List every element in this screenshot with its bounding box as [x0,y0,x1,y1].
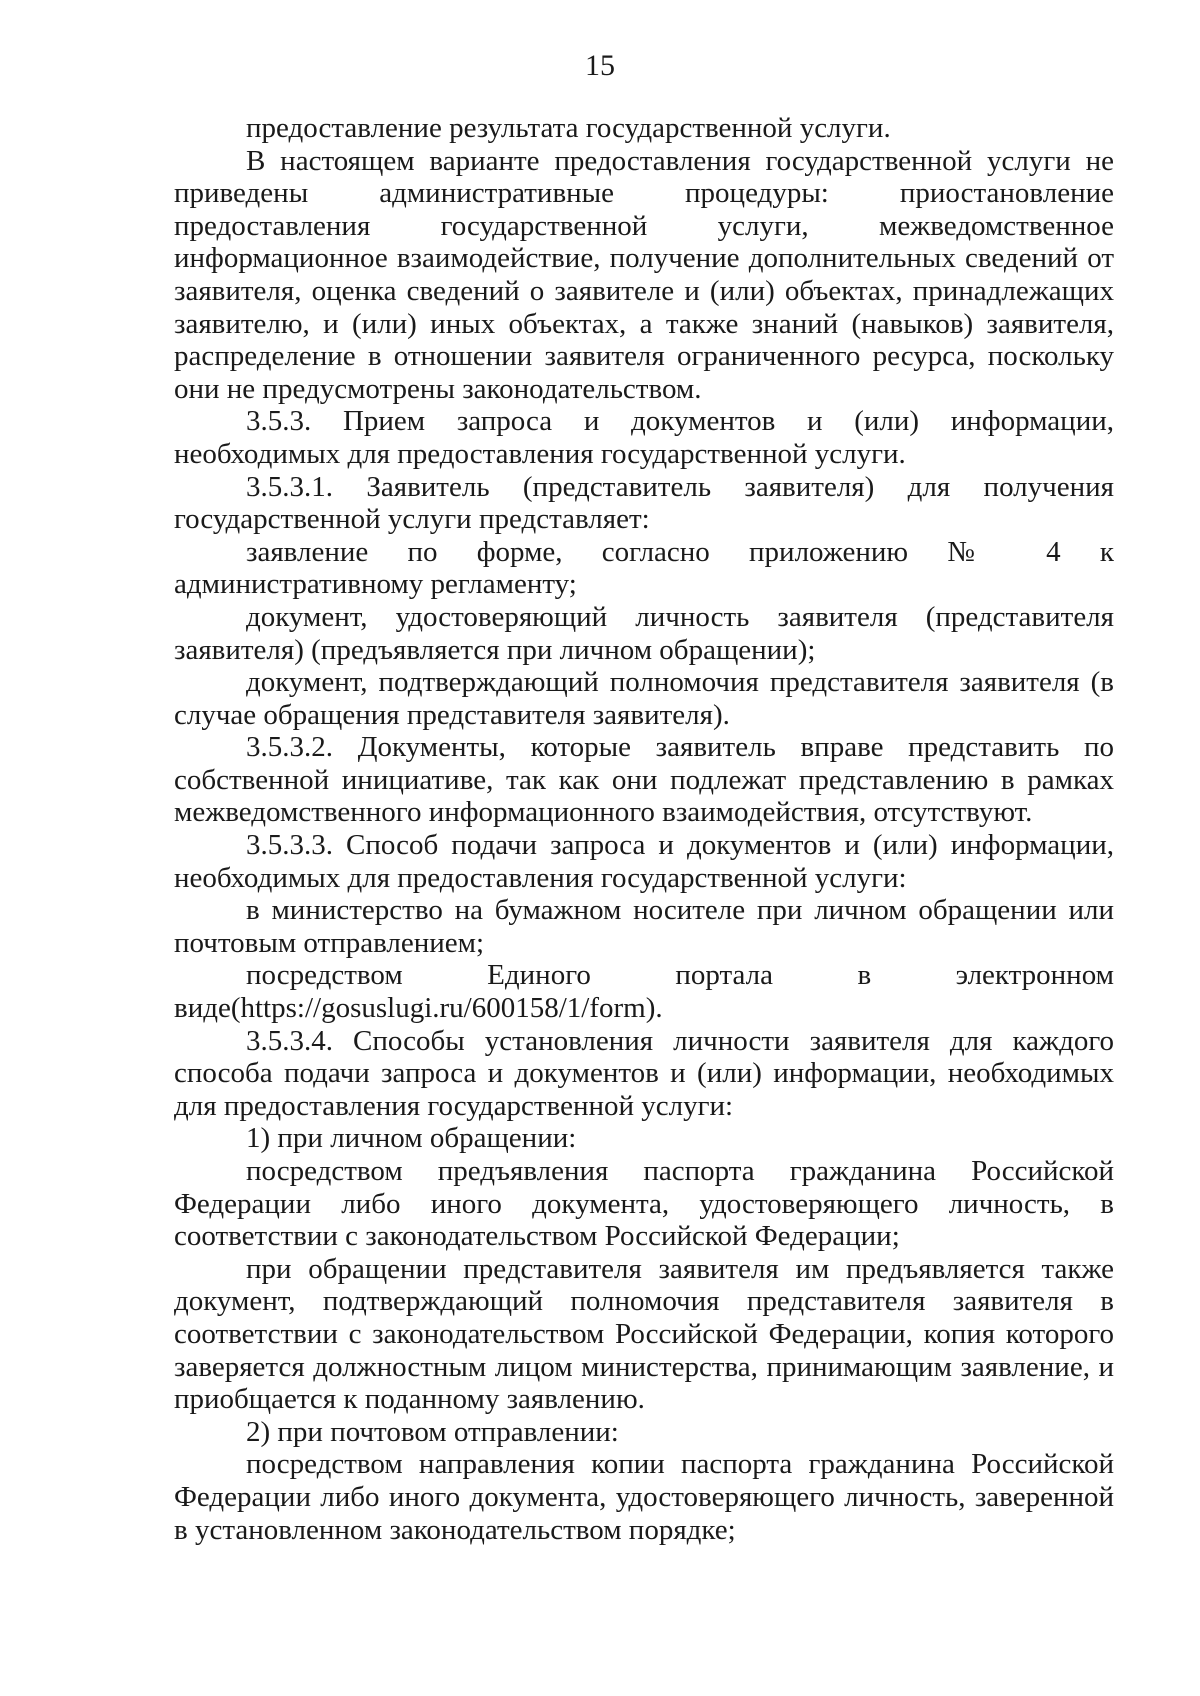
paragraph: при обращении представителя заявителя им предъявляется также документ, подтверждающий полномочия представителя заявителя в соответствии с законодательством Российской Федерации, копия которого заверяется должностным лицом министерства, принимающим заявление, и приобщается к поданному заявлению. [174,1252,1114,1416]
paragraph: 3.5.3.1. Заявитель (представитель заявителя) для получения государственной услуги представляет: [174,470,1114,536]
paragraph: В настоящем варианте предоставления государственной услуги не приведены административные процедуры: приостановление предоставления государственной услуги, межведомственное информационное взаимодействие, получение дополнительных сведений от заявителя, оценка сведений о заявителе и (или) объектах, принадлежащих заявителю, и (или) иных объектах, а также знаний (навыков) заявителя, распределение в отношении заявителя ограниченного ресурса, поскольку они не предусмотрены законодательством. [174,144,1114,405]
paragraph: в министерство на бумажном носителе при личном обращении или почтовым отправлением; [174,894,1114,959]
paragraph: документ, удостоверяющий личность заявителя (представителя заявителя) (предъявляется при личном обращении); [174,600,1114,666]
paragraph: заявление по форме, согласно приложению № 4 к административному регламенту; [174,535,1114,601]
paragraph: 2) при почтовом отправлении: [246,1415,619,1448]
paragraph: 3.5.3.3. Способ подачи запроса и документов и (или) информации, необходимых для предоставления государственной услуги: [174,829,1114,894]
paragraph: посредством направления копии паспорта гражданина Российской Федерации либо иного документа, удостоверяющего личность, заверенной в установленном законодательством порядке; [174,1448,1114,1546]
page-number: 15 [585,49,615,82]
paragraph: 3.5.3.4. Способы установления личности заявителя для каждого способа подачи запроса и документов и (или) информации, необходимых для предоставления государственной услуги: [174,1024,1114,1122]
paragraph: 3.5.3. Прием запроса и документов и (или) информации, необходимых для предоставления государственной услуги. [174,405,1114,470]
paragraph: предоставление результата государственной услуги. [246,112,891,144]
paragraph: посредством Единого портала в электронном виде(https://gosuslugi.ru/600158/1/form). [174,959,1114,1025]
paragraph: документ, подтверждающий полномочия представителя заявителя (в случае обращения представителя заявителя). [174,666,1114,731]
paragraph: 3.5.3.2. Документы, которые заявитель вправе представить по собственной инициативе, так как они подлежат представлению в рамках межведомственного информационного взаимодействия, отсутствуют. [174,731,1114,829]
paragraph: посредством предъявления паспорта гражданина Российской Федерации либо иного документа, удостоверяющего личность, в соответствии с законодательством Российской Федерации; [174,1155,1114,1253]
document-body [174,112,1114,1546]
paragraph: 1) при личном обращении: [246,1122,577,1155]
